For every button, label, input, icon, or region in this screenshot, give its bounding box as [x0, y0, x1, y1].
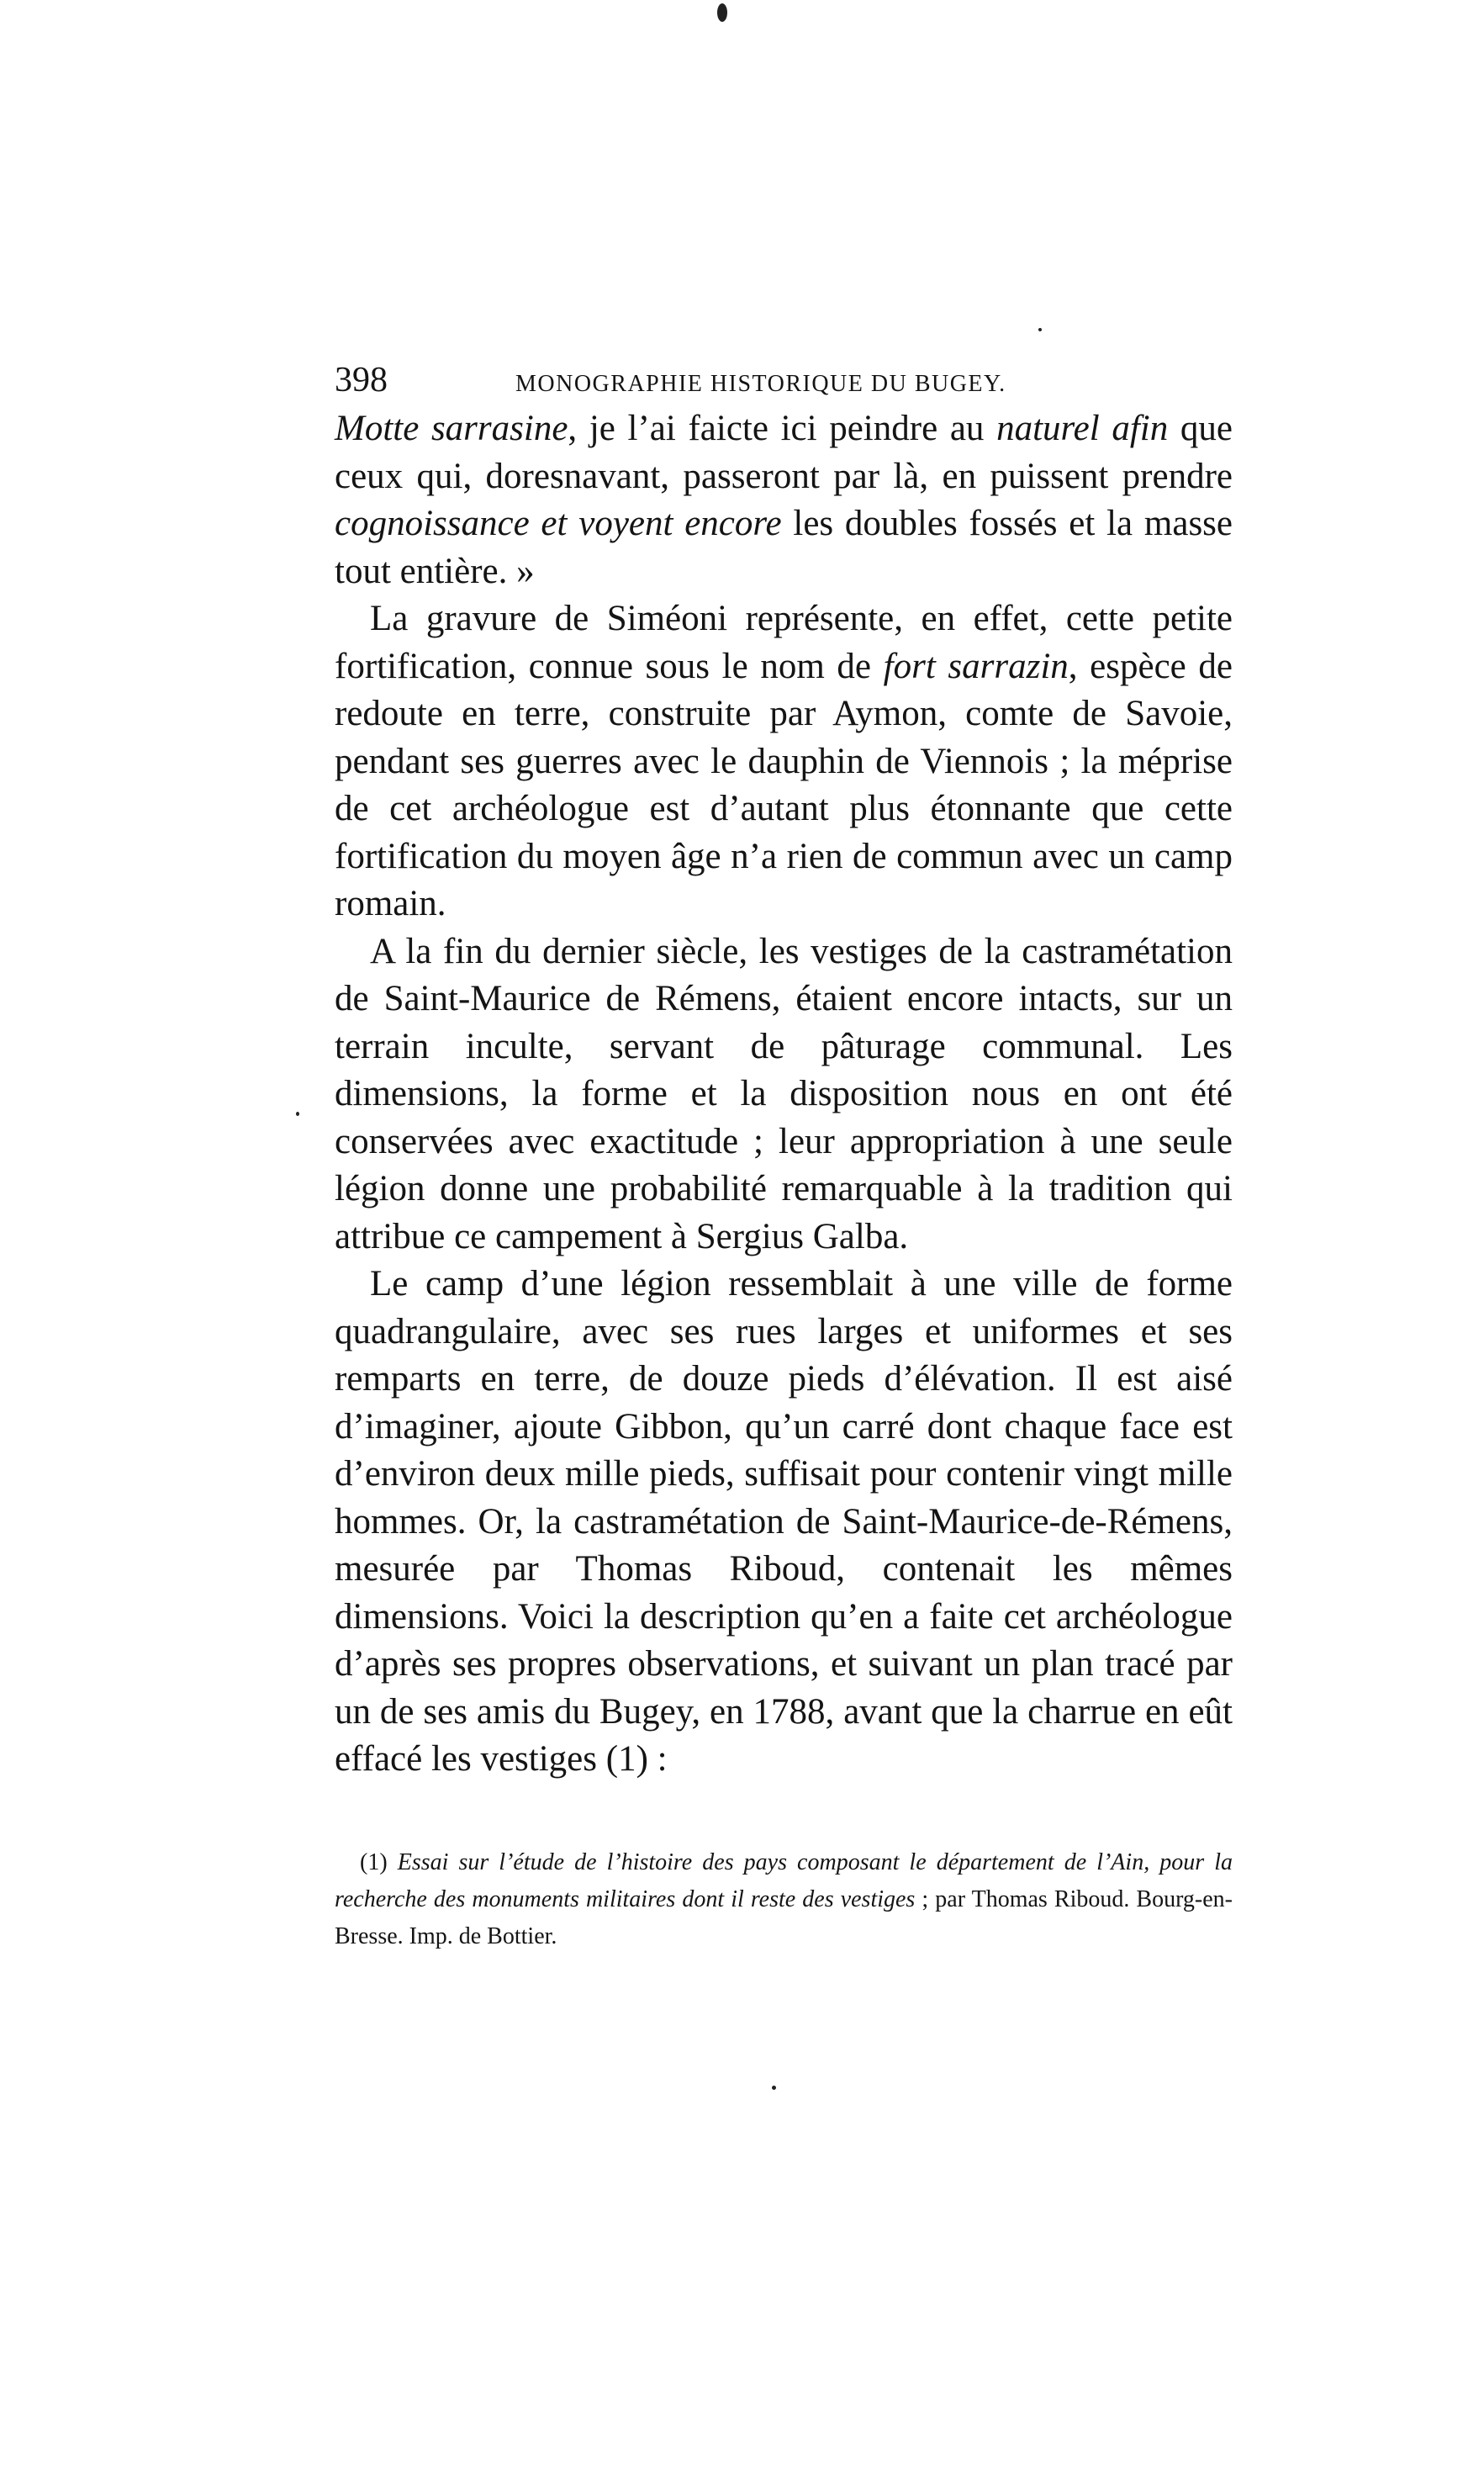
paragraph-text-segment: , je l’ai faicte ici peindre au	[568, 409, 997, 448]
footnote-text-segment: (1)	[360, 1848, 398, 1875]
paragraph-text-segment: fort sarrazin	[883, 646, 1069, 686]
body-text	[335, 405, 1233, 1784]
running-title: MONOGRAPHIE HISTORIQUE DU BUGEY.	[515, 371, 1006, 397]
paragraph-text-segment: naturel afin	[996, 409, 1169, 448]
scan-speck-left	[296, 1112, 299, 1116]
paragraph-text-segment: , espèce de redoute en terre, construite par Aymon, comte de Savoie, pendant ses guerres avec le dauphin de Viennois ; la méprise de cet archéologue est d’autant plus étonnante que cette fortification du moyen âge n’a rien de commun avec un camp romain.	[335, 646, 1233, 923]
paragraph-text-segment: A la fin du dernier siècle, les vestiges de la castramétation de Saint-Maurice de Rémens, étaient encore intacts, sur un terrain inculte, servant de pâturage communal. Les dimensions, la forme et la disposition nous en ont été conservées avec exactitude ; leur appropriation à une seule légion donne une probabilité remarquable à la tradition qui attribue ce campement à Sergius Galba.	[335, 931, 1233, 1256]
paragraph-3	[335, 928, 1233, 1261]
paragraph-4	[335, 1261, 1233, 1784]
paragraph-text-segment: les doubles fossés et la masse tout entière. »	[335, 504, 1233, 591]
scan-speck-top	[717, 3, 727, 22]
paragraph-text-segment: cognoissance et voyent encore	[335, 504, 782, 543]
paragraph-text-segment: Le camp d’une légion ressemblait à une ville de forme quadrangulaire, avec ses rues larges et uniformes et ses remparts en terre, de douze pieds d’élévation. Il est aisé d’imaginer, ajoute Gibbon, qu’un carré dont chaque face est d’environ deux mille pieds, suffisait pour contenir vingt mille hommes. Or, la castramétation de Saint-Maurice-de-Rémens, mesurée par Thomas Riboud, contenait les mêmes dimensions. Voici la description qu’en a faite cet archéologue d’après ses propres observations, et suivant un plan tracé par un de ses amis du Bugey, en 1788, avant que la charrue en eût effacé les vestiges (1) :	[335, 1264, 1233, 1779]
paragraph-text-segment: La gravure de Siméoni représente, en effet, cette petite fortification, connue sous le nom de	[335, 599, 1233, 686]
footnote	[335, 1844, 1233, 1955]
scan-speck-bottom	[772, 2086, 776, 2090]
page-number: 398	[335, 361, 388, 399]
footnote-text-segment: ; par Thomas Riboud. Bourg-en-Bresse. Imp. de Bottier.	[335, 1885, 1233, 1949]
paragraph-text-segment: Motte sarrasine	[335, 409, 568, 448]
paragraph-1	[335, 405, 1233, 595]
scan-speck-right	[1038, 328, 1042, 331]
page	[335, 360, 1233, 1955]
paragraph-2	[335, 595, 1233, 928]
page-header	[335, 360, 1233, 400]
footnote-text-segment: Essai sur l’étude de l’histoire des pays composant le département de l’Ain, pour la recherche des monuments militaires dont il reste des vestiges	[335, 1848, 1233, 1912]
paragraph-text-segment: que ceux qui, doresnavant, passeront par là, en puissent prendre	[335, 409, 1233, 496]
